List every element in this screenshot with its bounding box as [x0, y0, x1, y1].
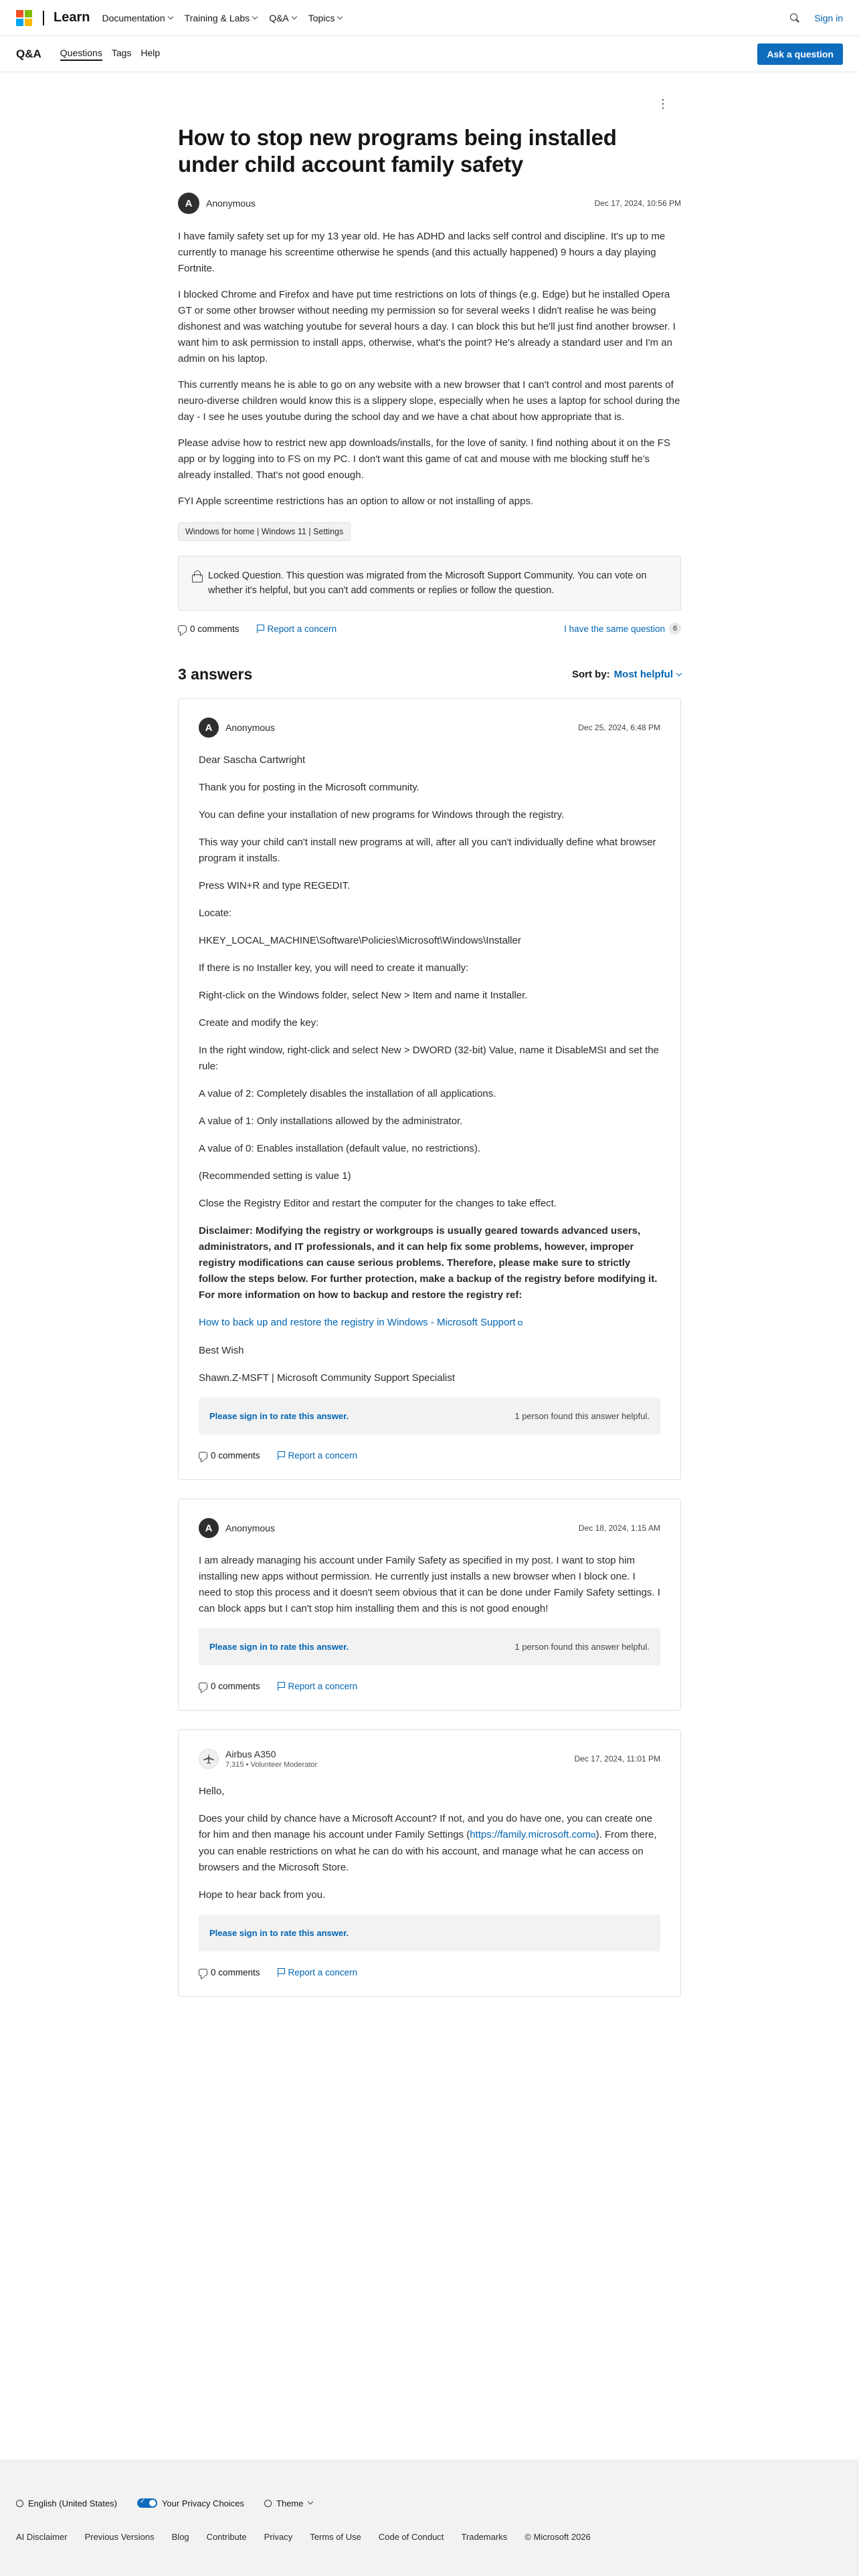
- comments-button[interactable]: 0 comments: [178, 624, 240, 634]
- chevron-down-icon: [292, 13, 297, 19]
- sign-in-to-rate-link[interactable]: Please sign in to rate this answer.: [209, 1642, 349, 1652]
- answer-paragraph: If there is no Installer key, you will need to create it manually:: [199, 962, 469, 974]
- sign-in-to-rate-link[interactable]: Please sign in to rate this answer.: [209, 1411, 349, 1421]
- answer-author[interactable]: Anonymous: [225, 722, 275, 733]
- question-meta: [178, 193, 681, 214]
- sign-in-to-rate-link[interactable]: Please sign in to rate this answer.: [209, 1928, 349, 1938]
- microsoft-logo-icon[interactable]: [16, 10, 32, 26]
- language-selector[interactable]: English (United States): [16, 2498, 117, 2508]
- comments-button[interactable]: 0 comments: [199, 1451, 260, 1461]
- answer-paragraph: Hope to hear back from you.: [199, 1889, 326, 1901]
- answer-paragraph: Create and modify the key:: [199, 1017, 319, 1029]
- footer-link-previous-versions[interactable]: Previous Versions: [84, 2532, 155, 2542]
- registry-backup-link[interactable]: How to back up and restore the registry in Windows - Microsoft Support: [199, 1317, 516, 1328]
- answer-paragraph: This way your child can't install new programs at will, after all you can't individually define what browser program it installs.: [199, 837, 656, 864]
- answer-body: [199, 752, 660, 1386]
- locked-notice: [178, 556, 681, 611]
- qa-brand[interactable]: Q&A: [16, 47, 41, 60]
- answer-actions: [199, 1451, 660, 1461]
- answer-actions: [199, 1967, 660, 1977]
- answer-meta: [199, 1518, 660, 1538]
- flag-icon: [278, 1451, 285, 1460]
- nav-topics[interactable]: Topics: [308, 13, 343, 23]
- answer-paragraph: Does your child by chance have a Microsoft Account? If not, and you do have one, you can create one for him and then manage his account under Family Settings (https://family.microsoft.com⧉). From there, you can enable restrictions on what he can do with his account, and manage what he can access on browsers and the Microsoft Store.: [199, 1813, 657, 1873]
- avatar[interactable]: A: [178, 193, 199, 214]
- avatar[interactable]: A: [199, 718, 219, 738]
- answer-meta: [199, 1749, 660, 1769]
- question-actions: [178, 623, 681, 635]
- answers-header: [178, 665, 681, 683]
- question-date: Dec 17, 2024, 10:56 PM: [594, 199, 681, 208]
- more-options-icon[interactable]: ⋮: [657, 97, 669, 110]
- question-paragraph: This currently means he is able to go on any website with a new browser that I can't control and most parents of neuro-diverse children would know this is a slippery slope, especially when he uses a laptop for school during the day - I see he uses youtube during the school day and we have a chat about how appropriate that is.: [178, 379, 680, 423]
- nav-documentation[interactable]: Documentation: [102, 13, 172, 23]
- answer-card: [178, 1499, 681, 1711]
- globe-icon: [16, 2500, 23, 2507]
- moderator-info: [225, 1749, 317, 1769]
- page-footer: [0, 2460, 859, 2576]
- answer-date: Dec 25, 2024, 6:48 PM: [578, 723, 660, 732]
- disclaimer-text: Disclaimer: Modifying the registry or workgroups is usually geared towards advanced users, administrators, and IT professionals, and it can help fix some problems, however, improper registry modifications can cause serious problems. Therefore, please make sure to strictly follow the steps below. For further protection, make a backup of the registry before modifying it. For more information on how to backup and restore the registry ref:: [199, 1225, 658, 1301]
- answer-card: [178, 698, 681, 1480]
- footer-link-ai-disclaimer[interactable]: AI Disclaimer: [16, 2532, 68, 2542]
- footer-link-trademarks[interactable]: Trademarks: [461, 2532, 508, 2542]
- helpful-count: 1 person found this answer helpful.: [514, 1411, 650, 1421]
- avatar[interactable]: A: [199, 1518, 219, 1538]
- theme-selector[interactable]: Theme: [264, 2498, 312, 2508]
- answer-paragraph: (Recommended setting is value 1): [199, 1170, 351, 1182]
- answer-paragraph: Hello,: [199, 1786, 225, 1797]
- privacy-toggle-icon: [137, 2498, 157, 2508]
- answer-paragraph: Dear Sascha Cartwright: [199, 754, 306, 766]
- report-concern-button[interactable]: Report a concern: [278, 1967, 358, 1977]
- question-author[interactable]: Anonymous: [206, 198, 256, 209]
- answer-date: Dec 18, 2024, 1:15 AM: [578, 1523, 660, 1533]
- answer-paragraph: Right-click on the Windows folder, select New > Item and name it Installer.: [199, 990, 528, 1001]
- report-concern-button[interactable]: Report a concern: [278, 1681, 358, 1691]
- report-concern-button[interactable]: Report a concern: [278, 1451, 358, 1461]
- tab-tags[interactable]: Tags: [111, 47, 132, 58]
- answers-count: 3 answers: [178, 665, 253, 683]
- answer-body: [199, 1553, 660, 1617]
- sign-in-link[interactable]: Sign in: [814, 12, 843, 23]
- answer-paragraph: Locate:: [199, 907, 232, 919]
- answer-paragraph: A value of 1: Only installations allowed by the administrator.: [199, 1115, 463, 1127]
- lock-icon: [192, 570, 201, 581]
- rate-answer-box: [199, 1915, 660, 1951]
- chevron-down-icon: [676, 670, 682, 675]
- answer-meta: [199, 718, 660, 738]
- qa-subnav: [0, 36, 859, 72]
- question-paragraph: Please advise how to restrict new app downloads/installs, for the love of sanity. I find nothing about it on the FS app or by logging into to FS on my PC. I don't want this game of cat and mouse with me blocking stuff he's already installed. That's not good enough.: [178, 437, 670, 481]
- main-content: [178, 72, 681, 1997]
- tab-help[interactable]: Help: [140, 47, 161, 58]
- comments-button[interactable]: 0 comments: [199, 1681, 260, 1691]
- logo-divider: [43, 11, 44, 25]
- answer-paragraph: You can define your installation of new programs for Windows through the registry.: [199, 809, 565, 821]
- rate-answer-box: [199, 1398, 660, 1434]
- locked-notice-text: Locked Question. This question was migrated from the Microsoft Support Community. You can vote on whether it's helpful, but you can't add comments or replies or follow the question.: [208, 570, 647, 596]
- flag-icon: [278, 1682, 285, 1691]
- sort-dropdown[interactable]: Sort by: Most helpful: [572, 669, 681, 680]
- answer-body: [199, 1784, 660, 1903]
- answer-paragraph: HKEY_LOCAL_MACHINE\Software\Policies\Microsoft\Windows\Installer: [199, 935, 521, 946]
- comment-icon: [199, 1683, 207, 1690]
- answer-paragraph: In the right window, right-click and select New > DWORD (32-bit) Value, name it DisableMSI and set the rule:: [199, 1045, 659, 1072]
- question-body: [178, 229, 681, 510]
- answer-paragraph: I am already managing his account under Family Safety as specified in my post. I want to stop him installing new apps without permission. He currently just installs a new browser when I block one. I need to stop this process and it doesn't seem obvious that it can be done under Family Safety settings. I can block apps but I can't stop him installing them and this is not good enough!: [199, 1555, 660, 1614]
- answer-paragraph: A value of 0: Enables installation (default value, no restrictions).: [199, 1143, 481, 1154]
- comments-button[interactable]: 0 comments: [199, 1967, 260, 1977]
- answer-paragraph: Thank you for posting in the Microsoft community.: [199, 782, 419, 793]
- footer-link-privacy[interactable]: Privacy: [264, 2532, 293, 2542]
- brand-learn[interactable]: Learn: [54, 10, 90, 25]
- question-paragraph: FYI Apple screentime restrictions has an option to allow or not installing of apps.: [178, 496, 534, 507]
- comment-icon: [178, 625, 187, 633]
- search-icon[interactable]: [790, 13, 799, 23]
- chevron-down-icon: [252, 13, 258, 19]
- copyright: © Microsoft 2026: [524, 2532, 591, 2542]
- helpful-count: 1 person found this answer helpful.: [514, 1642, 650, 1652]
- answer-paragraph: Close the Registry Editor and restart the computer for the changes to take effect.: [199, 1198, 557, 1209]
- answer-card: [178, 1729, 681, 1997]
- footer-link-code-of-conduct[interactable]: Code of Conduct: [378, 2532, 444, 2542]
- nav-qa[interactable]: Q&A: [269, 13, 296, 23]
- answer-author[interactable]: Anonymous: [225, 1523, 275, 1533]
- same-question-count: 6: [669, 623, 681, 635]
- comment-icon: [199, 1452, 207, 1459]
- question-tag[interactable]: Windows for home | Windows 11 | Settings: [178, 522, 351, 541]
- moderator-role: 7,315 • Volunteer Moderator: [225, 1761, 318, 1769]
- answer-paragraph: A value of 2: Completely disables the installation of all applications.: [199, 1088, 496, 1099]
- question-paragraph: I have family safety set up for my 13 year old. He has ADHD and lacks self control and discipline. It's up to me currently to manage his screentime otherwise he spends (and this actually happened) 9 hours a day playing Fortnite.: [178, 231, 666, 274]
- answer-actions: [199, 1681, 660, 1691]
- top-navigation: [0, 0, 859, 36]
- chevron-down-icon: [167, 13, 173, 19]
- rate-answer-box: [199, 1628, 660, 1665]
- chevron-down-icon: [337, 13, 343, 19]
- answer-date: Dec 17, 2024, 11:01 PM: [574, 1754, 660, 1763]
- same-question-button[interactable]: I have the same question 6: [564, 623, 681, 635]
- answer-signature: Shawn.Z-MSFT | Microsoft Community Support Specialist: [199, 1372, 455, 1384]
- footer-link-blog[interactable]: Blog: [171, 2532, 189, 2542]
- answer-paragraph: Best Wish: [199, 1345, 244, 1356]
- footer-link-contribute[interactable]: Contribute: [206, 2532, 247, 2542]
- flag-icon: [278, 1968, 285, 1977]
- answer-paragraph: Press WIN+R and type REGEDIT.: [199, 880, 351, 891]
- flag-icon: [257, 625, 264, 633]
- question-paragraph: I blocked Chrome and Firefox and have put time restrictions on lots of things (e.g. Edge) but he installed Opera GT or some other browser without needing my permission so for several weeks I didn't realise he was being dishonest and was watching youtube for several hours a day. I can block this but he'll just find another browser. I want him to ask permission to install apps, otherwise, what's the point? He's already a standard user and I'm an admin on his laptop.: [178, 289, 676, 364]
- external-link-icon: ⧉: [515, 1319, 523, 1327]
- ask-question-button[interactable]: Ask a question: [757, 43, 843, 65]
- question-title: How to stop new programs being installed under child account family safety: [178, 125, 617, 177]
- answer-author[interactable]: Airbus A350: [225, 1749, 276, 1759]
- external-link-icon: ⧉: [590, 1832, 596, 1840]
- nav-training-labs[interactable]: Training & Labs: [185, 13, 258, 23]
- privacy-choices-link[interactable]: ✓ Your Privacy Choices: [137, 2498, 244, 2508]
- family-safety-link[interactable]: https://family.microsoft.com: [470, 1829, 591, 1840]
- footer-links: [16, 2532, 843, 2542]
- report-concern-button[interactable]: Report a concern: [257, 624, 337, 634]
- theme-icon: [264, 2500, 272, 2507]
- airplane-avatar-icon[interactable]: [199, 1749, 219, 1769]
- footer-link-terms[interactable]: Terms of Use: [310, 2532, 361, 2542]
- tab-questions[interactable]: Questions: [60, 47, 102, 61]
- comment-icon: [199, 1969, 207, 1976]
- chevron-down-icon: [307, 2499, 312, 2504]
